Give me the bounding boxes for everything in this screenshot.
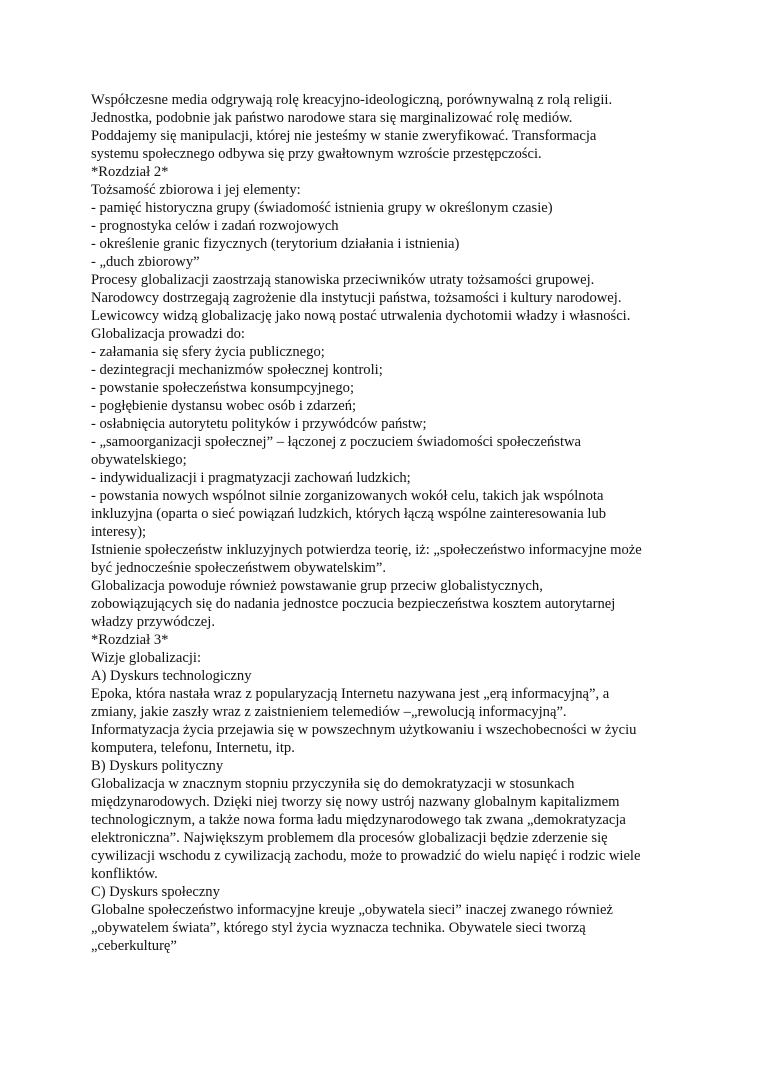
text-line: elektroniczna”. Największym problemem dla procesów globalizacji będzie zderzenie się <box>91 830 608 846</box>
text-line: Poddajemy się manipulacji, której nie jesteśmy w stanie zweryfikować. Transformacja <box>91 128 597 144</box>
text-line: *Rozdział 2* <box>91 164 169 180</box>
text-line: A) Dyskurs technologiczny <box>91 668 252 684</box>
text-line: „ceberkulturę” <box>91 938 177 954</box>
text-line: - określenie granic fizycznych (terytorium działania i istnienia) <box>91 236 460 252</box>
text-line: Epoka, która nastała wraz z popularyzacją Internetu nazywana jest „erą informacyjną”, a <box>91 686 610 702</box>
text-line: Tożsamość zbiorowa i jej elementy: <box>91 182 301 198</box>
text-line: - powstania nowych wspólnot silnie zorganizowanych wokół celu, takich jak wspólnota <box>91 488 604 504</box>
text-line: C) Dyskurs społeczny <box>91 884 220 900</box>
text-line: Globalizacja w znacznym stopniu przyczyniła się do demokratyzacji w stosunkach <box>91 776 575 792</box>
text-line: Lewicowcy widzą globalizację jako nową postać utrwalenia dychotomii władzy i własności. <box>91 308 631 324</box>
text-line: inkluzyjna (oparta o sieć powiązań ludzkich, których łączą wspólne zainteresowania lub <box>91 506 607 522</box>
text-line: Globalne społeczeństwo informacyjne kreuje „obywatela sieci” inaczej zwanego również <box>91 902 613 918</box>
text-line: „obywatelem świata”, którego styl życia wyznacza technika. Obywatele sieci tworzą <box>91 920 586 936</box>
text-line: *Rozdział 3* <box>91 632 169 648</box>
text-line: systemu społecznego odbywa się przy gwałtownym wzroście przestępczości. <box>91 146 542 162</box>
text-line: B) Dyskurs polityczny <box>91 758 224 774</box>
text-line: technologicznym, a także nowa forma ładu międzynarodowego tak zwana „demokratyzacja <box>91 812 626 828</box>
text-line: zmiany, jakie zaszły wraz z zaistnieniem telemediów –„rewolucją informacyjną”. <box>91 704 567 720</box>
text-line: - osłabnięcia autorytetu polityków i przywódców państw; <box>91 416 427 432</box>
text-line: - załamania się sfery życia publicznego; <box>91 344 325 360</box>
text-line: - powstanie społeczeństwa konsumpcyjnego; <box>91 380 355 396</box>
text-line: Narodowcy dostrzegają zagrożenie dla instytucji państwa, tożsamości i kultury narodowej. <box>91 290 622 306</box>
text-line: Globalizacja prowadzi do: <box>91 326 245 342</box>
text-line: Wizje globalizacji: <box>91 650 202 666</box>
text-line: obywatelskiego; <box>91 452 187 468</box>
text-line: Procesy globalizacji zaostrzają stanowiska przeciwników utraty tożsamości grupowej. <box>91 272 595 288</box>
text-line: - dezintegracji mechanizmów społecznej kontroli; <box>91 362 383 378</box>
text-line: międzynarodowych. Dzięki niej tworzy się nowy ustrój nazwany globalnym kapitalizmem <box>91 794 620 810</box>
text-line: być jednocześnie społeczeństwem obywatelskim”. <box>91 560 387 576</box>
text-line: - „duch zbiorowy” <box>91 254 200 270</box>
document-text <box>91 91 676 955</box>
text-line: - pogłębienie dystansu wobec osób i zdarzeń; <box>91 398 357 414</box>
text-line: - indywidualizacji i pragmatyzacji zachowań ludzkich; <box>91 470 411 486</box>
text-line: - „samoorganizacji społecznej” – łączonej z poczuciem świadomości społeczeństwa <box>91 434 582 450</box>
text-line: konfliktów. <box>91 866 158 882</box>
text-line: Jednostka, podobnie jak państwo narodowe stara się marginalizować rolę mediów. <box>91 110 573 126</box>
text-line: - pamięć historyczna grupy (świadomość istnienia grupy w określonym czasie) <box>91 200 553 216</box>
text-line: Istnienie społeczeństw inkluzyjnych potwierdza teorię, iż: „społeczeństwo informacyjne może <box>91 542 642 558</box>
text-line: Współczesne media odgrywają rolę kreacyjno-ideologiczną, porównywalną z rolą religii. <box>91 92 613 108</box>
text-line: Globalizacja powoduje również powstawanie grup przeciw globalistycznych, <box>91 578 543 594</box>
text-line: - prognostyka celów i zadań rozwojowych <box>91 218 339 234</box>
text-line: komputera, telefonu, Internetu, itp. <box>91 740 295 756</box>
text-line: władzy przywódczej. <box>91 614 215 630</box>
text-line: interesy); <box>91 524 147 540</box>
text-line: Informatyzacja życia przejawia się w powszechnym użytkowaniu i wszechobecności w życiu <box>91 722 637 738</box>
text-line: zobowiązujących się do nadania jednostce poczucia bezpieczeństwa kosztem autorytarnej <box>91 596 616 612</box>
text-line: cywilizacji wschodu z cywilizacją zachodu, może to prowadzić do wielu napięć i rodzic wiele <box>91 848 641 864</box>
